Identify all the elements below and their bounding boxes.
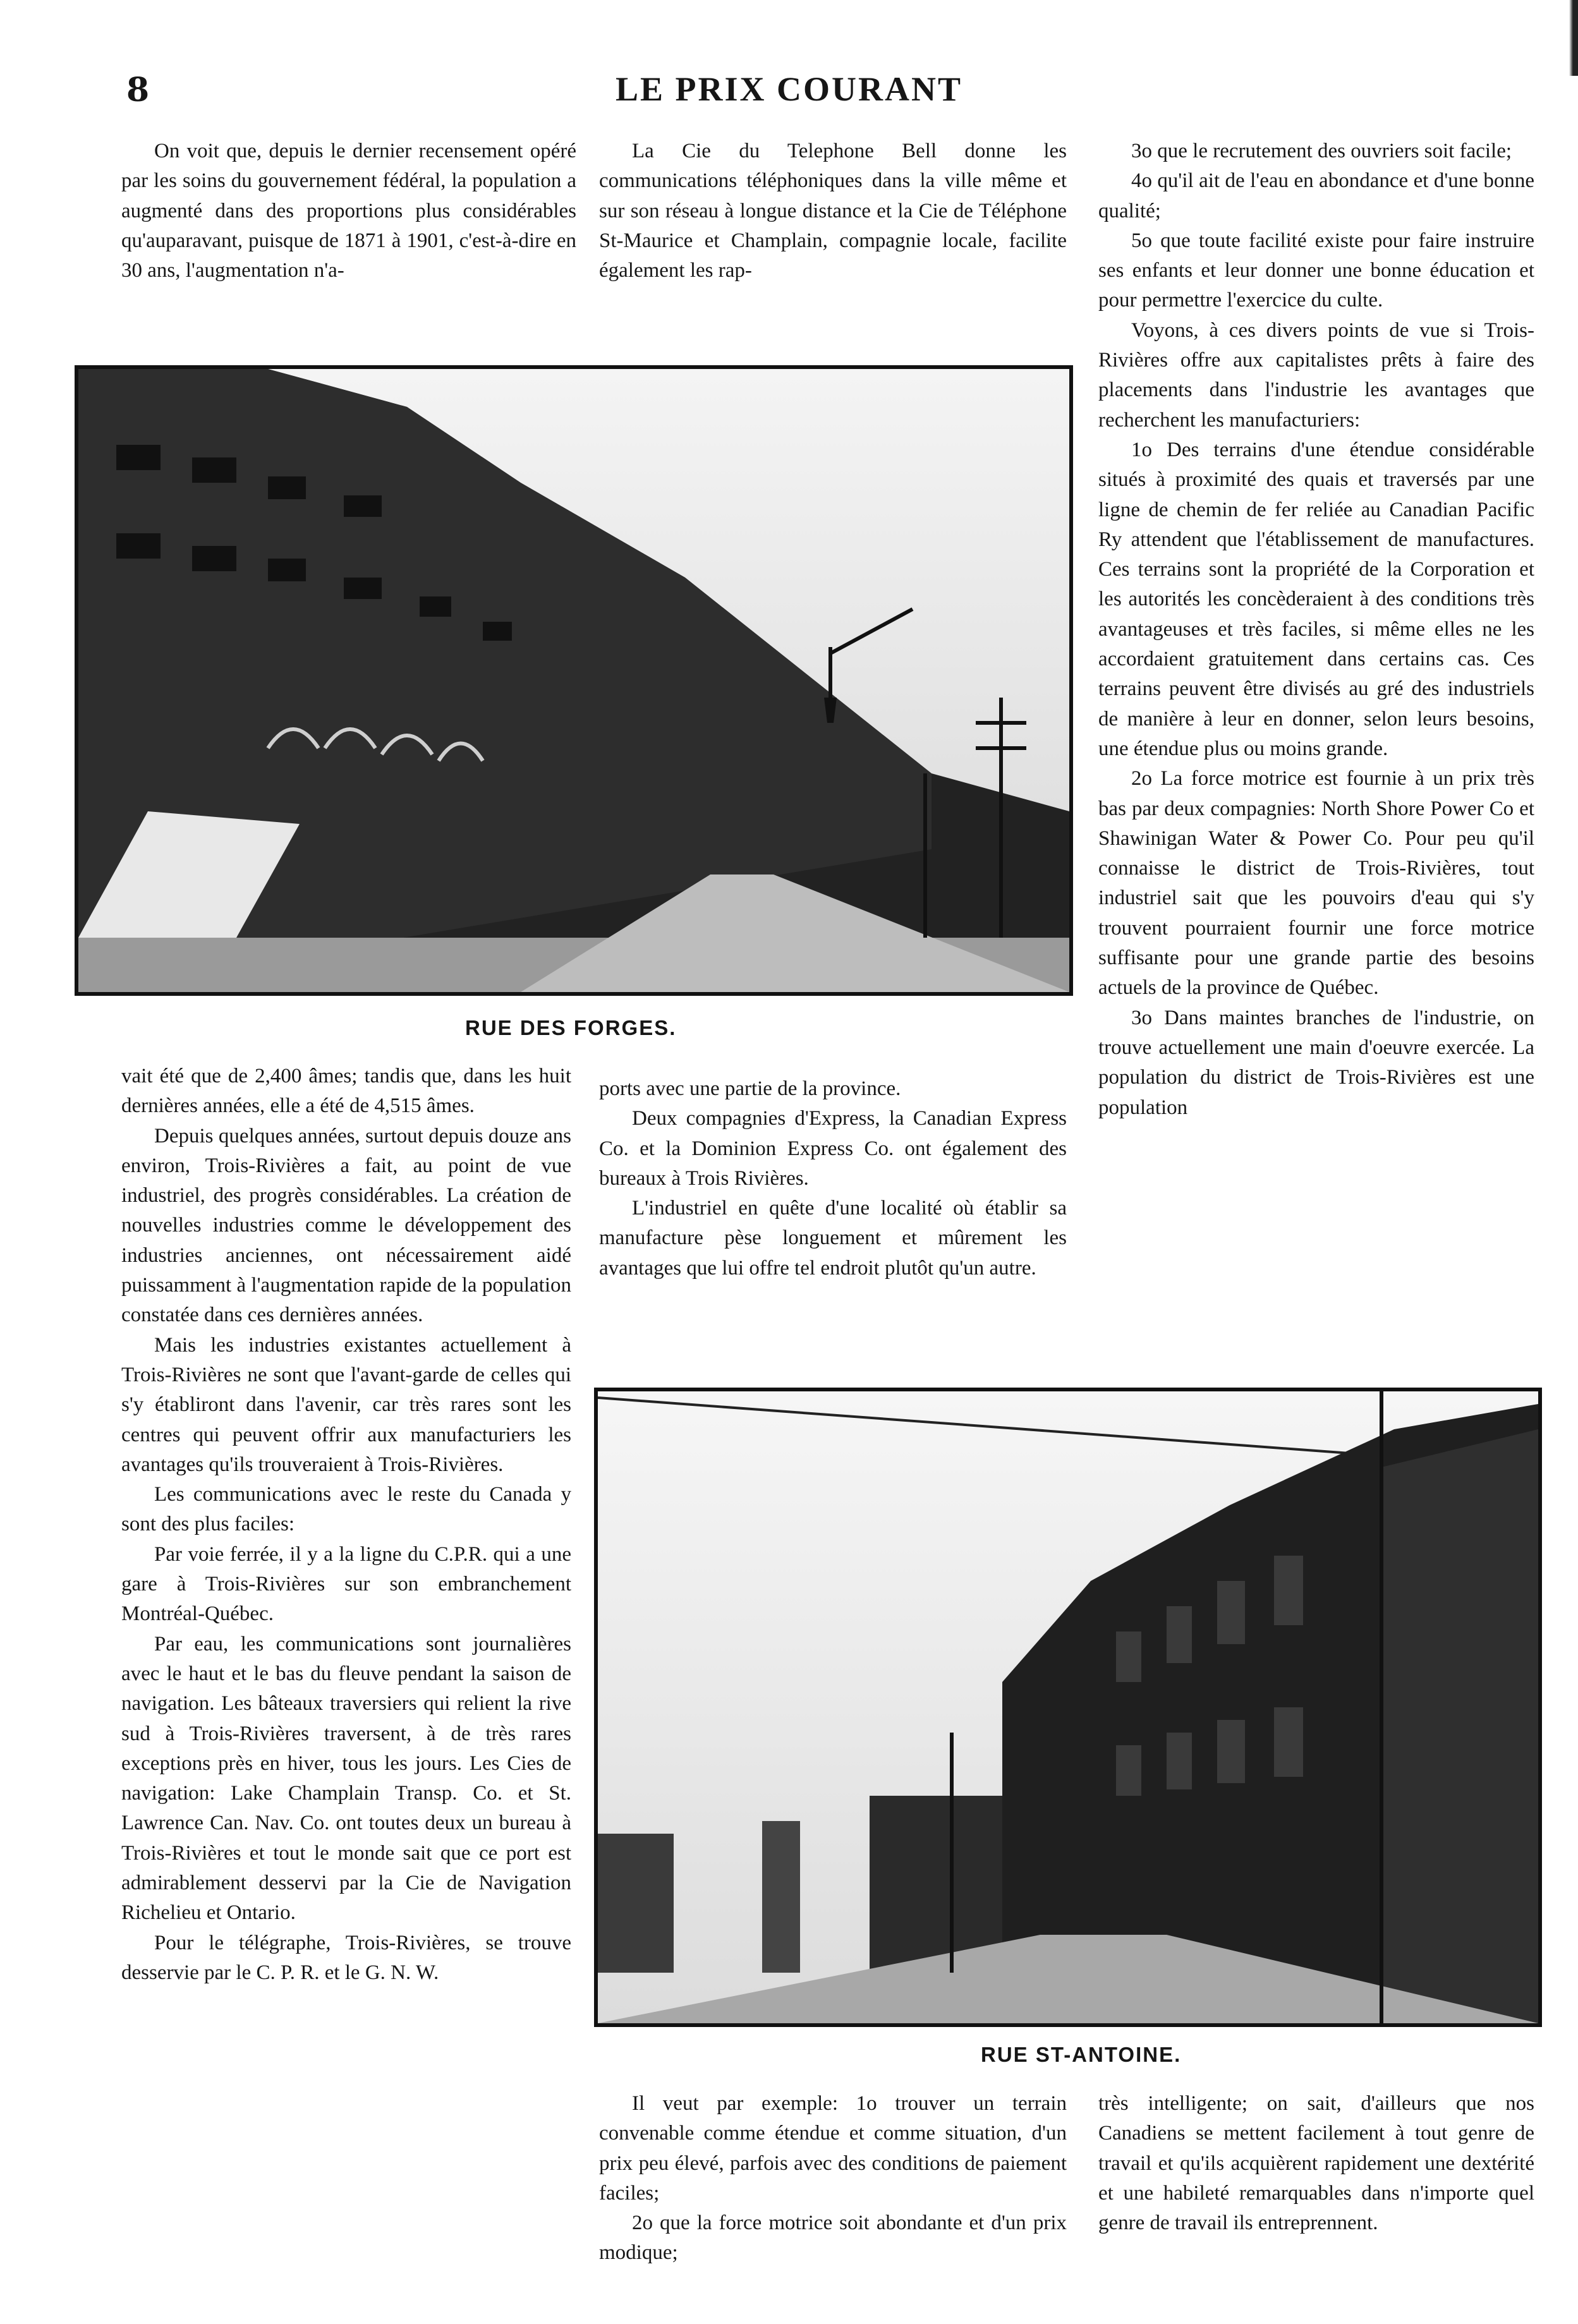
page-title: LE PRIX COURANT (615, 70, 963, 108)
paragraph: ports avec une partie de la province. (599, 1077, 901, 1100)
paragraph: Depuis quelques années, surtout depuis douze ans environ, Trois-Rivières a fait, au point de vue industriel, des progrès considérables. La création de nouvelles industries comme le développement des industries anciennes, ont nécessairement aidé puissamment à l'augmentation rapide de la population constatée dans ces dernières années. (121, 1124, 571, 1327)
paragraph: L'industriel en quête d'une localité où établir sa manufacture pèse longuement et mûrement les avantages que lui offre tel endroit plutôt qu'un autre. (599, 1197, 1067, 1280)
paragraph: 3o que le recrutement des ouvriers soit facile; (1131, 140, 1512, 162)
paragraph: 3o Dans maintes branches de l'industrie, on trouve actuellement une main d'oeuvre exercée. La population du district de Trois-Rivières est une population (1098, 1006, 1534, 1119)
paragraph: Deux compagnies d'Express, la Canadian Express Co. et la Dominion Express Co. ont également des bureaux à Trois Rivières. (599, 1107, 1067, 1190)
scan-edge-mark (1563, 0, 1578, 76)
street-photo-image (598, 1391, 1538, 2023)
paragraph: 4o qu'il ait de l'eau en abondance et d'une bonne qualité; (1098, 169, 1534, 222)
paragraph: Par voie ferrée, il y a la ligne du C.P.R. qui a une gare à Trois-Rivières sur son embranchement Montréal-Québec. (121, 1542, 571, 1626)
column-3-bottom (1098, 2089, 1534, 2238)
column-1-top (121, 136, 576, 286)
photo-caption: RUE DES FORGES. (465, 1016, 677, 1039)
paragraph: On voit que, depuis le dernier recensement opéré par les soins du gouvernement fédéral, la population a augmenté dans des proportions plus considérables qu'auparavant, puisque de 1871 à 1901, c'est-à-dire en 30 ans, l'augmentation n'a- (121, 140, 576, 282)
paragraph: 2o que la force motrice soit abondante et d'un prix modique; (599, 2212, 1067, 2265)
page-number: 8 (126, 71, 150, 109)
paragraph: Voyons, à ces divers points de vue si Trois-Rivières offre aux capitalistes prêts à faire des placements dans l'industrie les avantages que recherchent les manufacturiers: (1098, 318, 1534, 432)
photo-rue-st-antoine (594, 1388, 1542, 2027)
photo-caption: RUE ST-ANTOINE. (981, 2043, 1182, 2066)
paragraph: La Cie du Telephone Bell donne les communications téléphoniques dans la ville même et sur son réseau à longue distance et la Cie de Téléphone St-Maurice et Champlain, compagnie locale, facilite également les rap- (599, 140, 1067, 282)
paragraph: Les communications avec le reste du Canada y sont des plus faciles: (121, 1483, 571, 1536)
paragraph: 2o La force motrice est fournie à un prix très bas par deux compagnies: North Shore Power Co et Shawinigan Water & Power Co. Pour peu qu'il connaisse le district de Trois-Rivières, tout industriel sait que les pouvoirs d'eau qui s'y trouvent pourraient fournir une force motrice suffisante pour une grande partie des besoins actuels de la province de Québec. (1098, 767, 1534, 1000)
paragraph: Mais les industries existantes actuellement à Trois-Rivières ne sont que l'avant-garde de celles qui s'y établiront dans l'avenir, car très rares sont les centres qui peuvent offrir aux manufacturiers les avantages qu'ils trouveraient à Trois-Rivières. (121, 1333, 571, 1476)
paragraph: vait été que de 2,400 âmes; tandis que, dans les huit dernières années, elle a été de 4,515 âmes. (121, 1065, 571, 1118)
column-2-bottom (599, 2089, 1067, 2268)
paragraph: 5o que toute facilité existe pour faire instruire ses enfants et leur donner une bonne éducation et pour permettre l'exercice du culte. (1098, 229, 1534, 312)
paragraph: 1o Des terrains d'une étendue considérable situés à proximité des quais et traversés par une ligne de chemin de fer reliée au Canadian Pacific Ry attendent que l'établissement de manufactures. Ces terrains sont la propriété de la Corporation et les autorités les concèderaient à des conditions très avantageuses et très faciles, si même elles ne les accordaient gratuitement dans certains cas. Ces terrains peuvent être divisés au gré des industriels de manière à leur en donner, selon leurs besoins, une étendue plus ou moins grande. (1098, 438, 1534, 760)
paragraph: Il veut par exemple: 1o trouver un terrain convenable comme étendue et comme situation, d'un prix peu élevé, parfois avec des conditions de paiement faciles; (599, 2092, 1067, 2205)
column-3 (1098, 136, 1534, 1123)
column-2-middle (599, 1074, 1067, 1283)
paragraph: Par eau, les communications sont journalières avec le haut et le bas du fleuve pendant la saison de navigation. Les bâteaux traversiers qui relient la rive sud à Trois-Rivières traversent, à de très rares exceptions près en hiver, tous les jours. Les Cies de navigation: Lake Champlain Transp. Co. et St. Lawrence Can. Nav. Co. ont toutes deux un bureau à Trois-Rivières et tout le monde sait que ce port est admirablement desservi par la Cie de Navigation Richelieu et Ontario. (121, 1632, 571, 1925)
street-photo-image (78, 369, 1069, 992)
column-1-bottom (121, 1062, 571, 1988)
paragraph: très intelligente; on sait, d'ailleurs que nos Canadiens se mettent facilement à tout genre de travail et qu'ils acquièrent rapidement une dextérité et une habileté remarquables dans n'importe quel genre de travail ils entreprennent. (1098, 2092, 1534, 2235)
photo-rue-des-forges (75, 365, 1073, 996)
paragraph: Pour le télégraphe, Trois-Rivières, se trouve desservie par le C. P. R. et le G. N. W. (121, 1931, 571, 1984)
column-2-top (599, 136, 1067, 286)
